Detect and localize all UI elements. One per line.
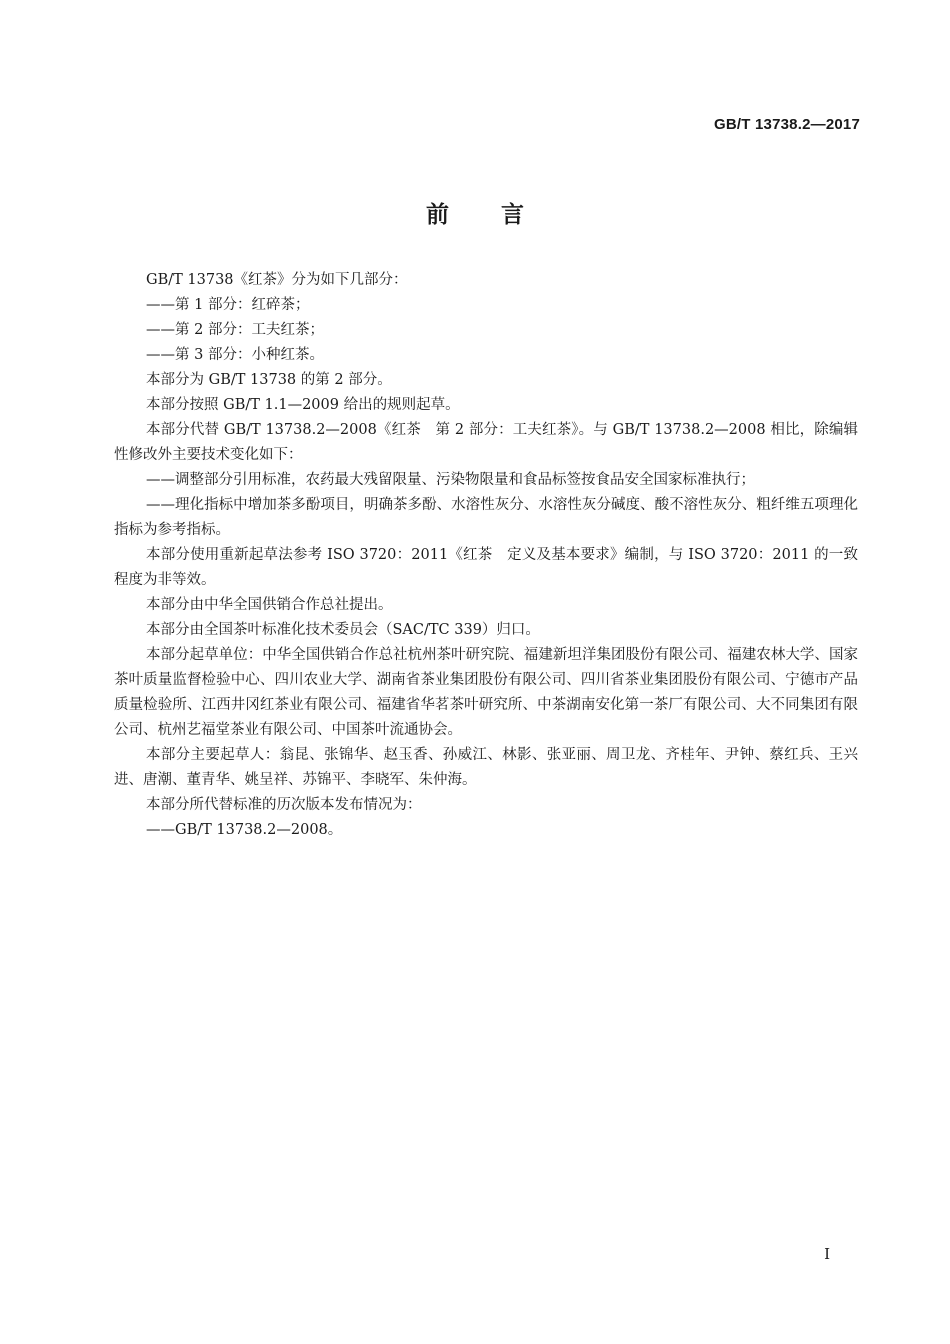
- list-item: ——调整部分引用标准，农药最大残留限量、污染物限量和食品标签按食品安全国家标准执行；: [146, 472, 755, 488]
- foreword-body: [114, 268, 858, 843]
- paragraph: 本部分所代替标准的历次版本发布情况为：: [146, 797, 422, 813]
- list-item: ——第 3 部分：小种红茶。: [146, 347, 324, 363]
- list-item: ——GB/T 13738.2—2008。: [146, 822, 343, 838]
- paragraph: 本部分使用重新起草法参考 ISO 3720：2011《红茶 定义及基本要求》编制，与 ISO 3720：2011 的一致程度为非等效。: [114, 547, 858, 588]
- paragraph: 本部分由中华全国供销合作总社提出。: [146, 597, 393, 613]
- page-number: I: [824, 1245, 830, 1263]
- paragraph: GB/T 13738《红茶》分为如下几部分：: [146, 272, 408, 288]
- paragraph: 本部分为 GB/T 13738 的第 2 部分。: [146, 372, 392, 388]
- paragraph: 本部分由全国茶叶标准化技术委员会（SAC/TC 339）归口。: [146, 622, 540, 638]
- paragraph: 本部分起草单位：中华全国供销合作总社杭州茶叶研究院、福建新坦洋集团股份有限公司、福建农林大学、国家茶叶质量监督检验中心、四川农业大学、湖南省茶业集团股份有限公司、四川省茶业集团股份有限公司、宁德市产品质量检验所、江西井冈红茶业有限公司、福建省华茗茶叶研究所、中茶湖南安化第一茶厂有限公司、大不同集团有限公司、杭州艺福堂茶业有限公司、中国茶叶流通协会。: [114, 647, 858, 738]
- paragraph: 本部分主要起草人：翁昆、张锦华、赵玉香、孙威江、林影、张亚丽、周卫龙、齐桂年、尹钟、蔡红兵、王兴进、唐潮、董青华、姚呈祥、苏锦平、李晓军、朱仲海。: [114, 747, 858, 788]
- standard-number: GB/T 13738.2—2017: [714, 116, 860, 133]
- list-item: ——第 1 部分：红碎茶；: [146, 297, 310, 313]
- page-title: 前言: [426, 202, 576, 228]
- list-item: ——第 2 部分：工夫红茶；: [146, 322, 324, 338]
- paragraph: 本部分按照 GB/T 1.1—2009 给出的规则起草。: [146, 397, 460, 413]
- list-item: ——理化指标中增加茶多酚项目，明确茶多酚、水溶性灰分、水溶性灰分碱度、酸不溶性灰分、粗纤维五项理化指标为参考指标。: [114, 497, 858, 538]
- paragraph: 本部分代替 GB/T 13738.2—2008《红茶 第 2 部分：工夫红茶》。与 GB/T 13738.2—2008 相比，除编辑性修改外主要技术变化如下：: [114, 422, 858, 463]
